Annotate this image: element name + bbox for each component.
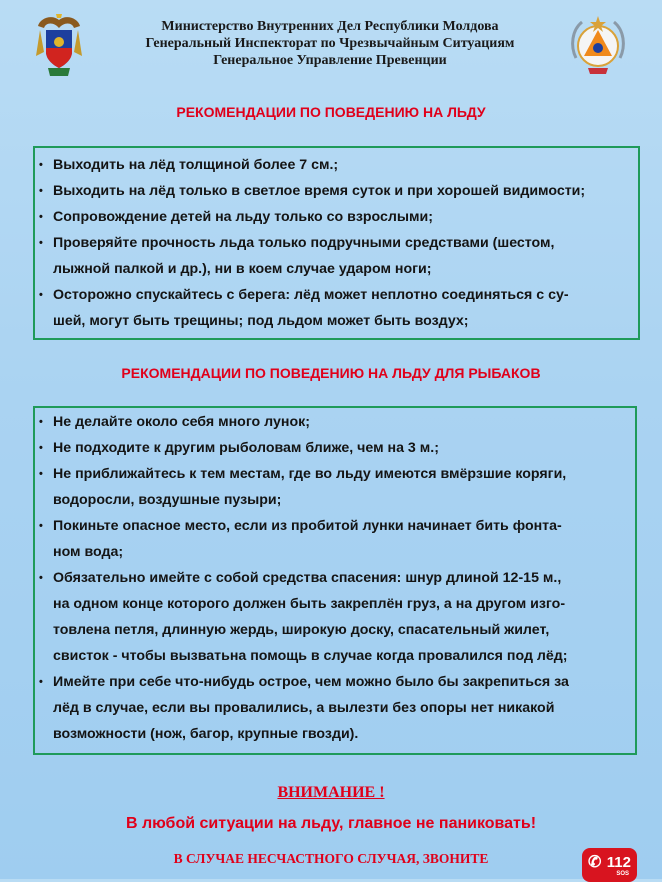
ice-recommendations-box bbox=[33, 146, 640, 340]
list-item bbox=[35, 178, 634, 204]
emergency-112-badge bbox=[582, 848, 637, 882]
item-line: Не подходите к другим рыболовам ближе, чем на 3 м.; bbox=[53, 440, 439, 456]
item-line: возможности (нож, багор, крупные гвозди). bbox=[53, 726, 359, 742]
item-line: Не приближайтесь к тем местам, где во льду имеются вмёрзшие коряги, bbox=[53, 466, 567, 482]
list-item bbox=[35, 230, 634, 282]
item-line: лёд в случае, если вы провалились, а вылезти без опоры нет никакой bbox=[53, 700, 555, 716]
header-department: Генеральное Управление Превенции bbox=[213, 53, 447, 68]
item-line: Проверяйте прочность льда только подручными средствами (шестом, bbox=[53, 235, 555, 251]
list-item bbox=[35, 669, 631, 747]
item-line: товлена петля, длинную жердь, широкую доску, спасательный жилет, bbox=[53, 622, 550, 638]
section-title-fishermen: РЕКОМЕНДАЦИИ ПО ПОВЕДЕНИЮ НА ЛЬДУ ДЛЯ РЫБАКОВ bbox=[121, 365, 541, 381]
item-line: ном вода; bbox=[53, 544, 124, 560]
emergency-service-emblem-icon bbox=[566, 12, 630, 78]
list-item bbox=[35, 152, 634, 178]
attention-heading: ВНИМАНИЕ ! bbox=[277, 784, 385, 801]
item-line: свисток - чтобы вызватьна помощь в случае когда провалился под лёд; bbox=[53, 648, 568, 664]
fishermen-recommendations-box bbox=[33, 406, 637, 755]
item-line: водоросли, воздушные пузыри; bbox=[53, 492, 282, 508]
item-line: Выходить на лёд только в светлое время суток и при хорошей видимости; bbox=[53, 183, 586, 199]
item-line: Покиньте опасное место, если из пробитой лунки начинает бить фонта- bbox=[53, 518, 562, 534]
item-line: шей, могут быть трещины; под льдом может быть воздух; bbox=[53, 313, 469, 329]
badge-number: 112 bbox=[606, 854, 631, 871]
header bbox=[90, 18, 570, 69]
item-line: на одном конце которого должен быть закреплён груз, а на другом изго- bbox=[53, 596, 566, 612]
emergency-call-text: В СЛУЧАЕ НЕСЧАСТНОГО СЛУЧАЯ, ЗВОНИТЕ bbox=[173, 851, 489, 866]
phone-icon: ✆ bbox=[588, 854, 602, 871]
item-line: Имейте при себе что-нибудь острое, чем можно было бы закрепиться за bbox=[53, 674, 569, 690]
item-line: Не делайте около себя много лунок; bbox=[53, 414, 310, 430]
item-line: лыжной палкой и др.), ни в коем случае ударом ноги; bbox=[53, 261, 432, 277]
header-inspectorate: Генеральный Инспекторат по Чрезвычайным Ситуациям bbox=[145, 36, 515, 51]
list-item bbox=[35, 409, 631, 435]
list-item bbox=[35, 513, 631, 565]
moldova-coat-of-arms-icon bbox=[34, 12, 84, 78]
header-ministry: Министерство Внутренних Дел Республики Молдова bbox=[161, 19, 499, 34]
list-item bbox=[35, 204, 634, 230]
item-line: Сопровождение детей на льду только со взрослыми; bbox=[53, 209, 433, 225]
section-title-ice: РЕКОМЕНДАЦИИ ПО ПОВЕДЕНИЮ НА ЛЬДУ bbox=[176, 104, 486, 120]
panic-warning: В любой ситуации на льду, главное не паниковать! bbox=[125, 815, 537, 832]
list-item bbox=[35, 435, 631, 461]
badge-sos: SOS bbox=[616, 871, 629, 877]
item-line: Обязательно имейте с собой средства спасения: шнур длиной 12-15 м., bbox=[53, 570, 562, 586]
list-item bbox=[35, 461, 631, 513]
list-item bbox=[35, 282, 634, 334]
item-line: Осторожно спускайтесь с берега: лёд может неплотно соединяться с су- bbox=[53, 287, 569, 303]
item-line: Выходить на лёд толщиной более 7 см.; bbox=[53, 157, 339, 173]
list-item bbox=[35, 565, 631, 669]
